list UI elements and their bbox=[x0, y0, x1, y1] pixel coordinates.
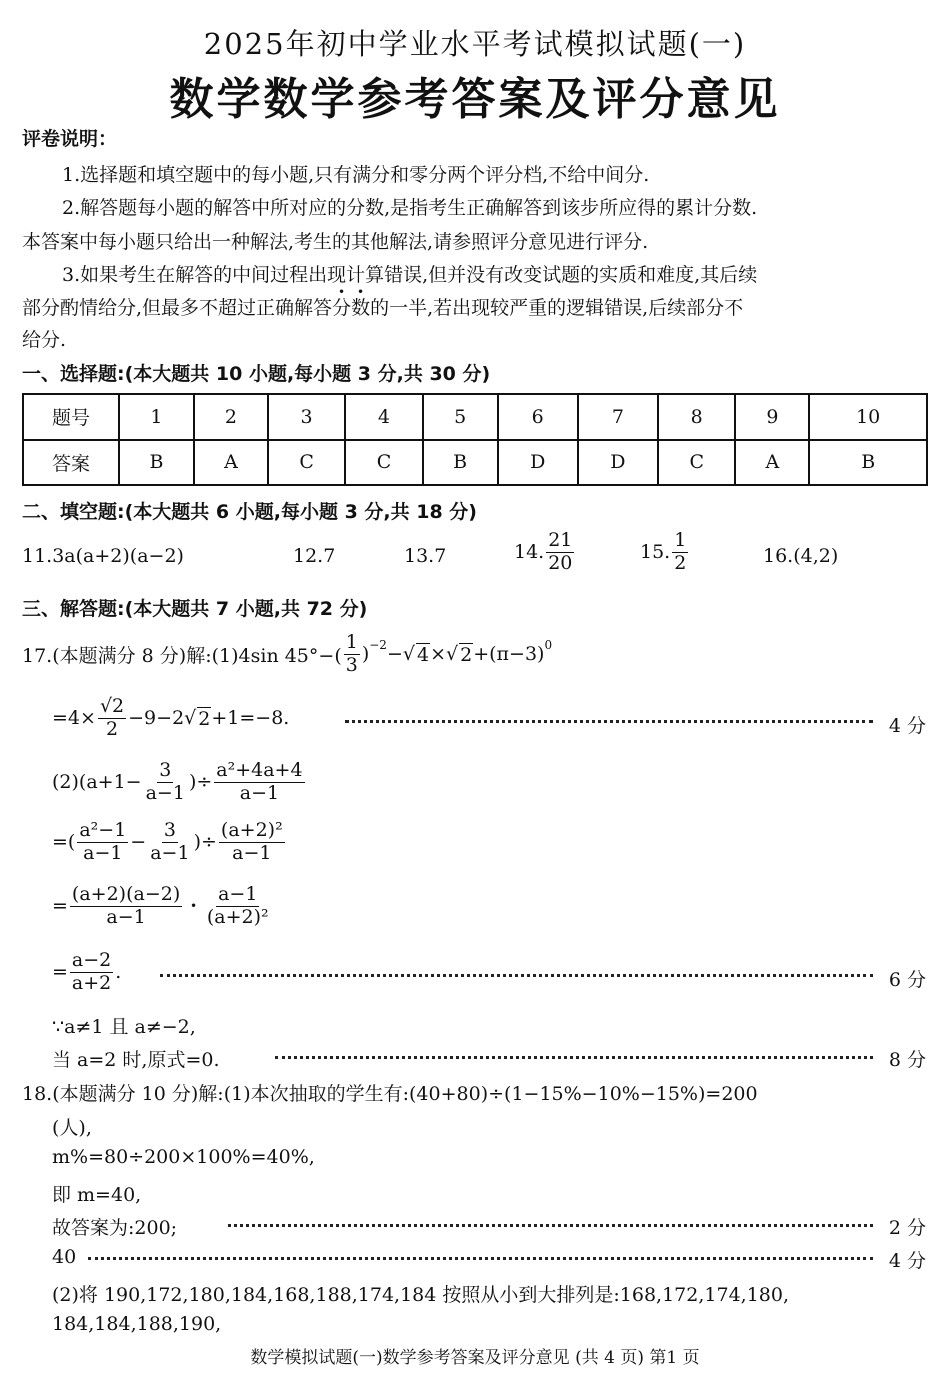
section-2-heading: 二、填空题:(本大题共 6 小题,每小题 3 分,共 18 分) bbox=[22, 501, 477, 523]
note-item-3-line2 bbox=[22, 293, 743, 320]
q18-line3: m%=80÷200×100%=40%, bbox=[52, 1146, 315, 1168]
numerator: 21 bbox=[548, 529, 573, 551]
note-item-2-line1: 2.解答题每小题的解答中所对应的分数,是指考生正确解答到该步所应得的累计分数. bbox=[62, 197, 758, 219]
denominator: 2 bbox=[674, 551, 687, 574]
question-number: 9 bbox=[735, 394, 809, 440]
math-text: )÷ bbox=[188, 771, 213, 794]
question-number: 5 bbox=[423, 394, 498, 440]
math-text: =( bbox=[52, 831, 76, 854]
radicand: 2 bbox=[460, 643, 473, 666]
answer-cell: B bbox=[423, 440, 498, 486]
denominator: 20 bbox=[548, 551, 573, 574]
numerator: (a+2)(a−2) bbox=[71, 883, 181, 905]
q17-part2 bbox=[52, 760, 307, 805]
exponent: 0 bbox=[544, 638, 553, 652]
answer-table bbox=[22, 393, 928, 486]
denominator: a−1 bbox=[232, 841, 272, 864]
question-number: 7 bbox=[578, 394, 658, 440]
score-label: 8 分 bbox=[888, 1049, 926, 1071]
q18-line4: 即 m=40, bbox=[52, 1184, 142, 1206]
score-leader bbox=[228, 1224, 873, 1227]
denominator: a−1 bbox=[106, 905, 146, 928]
score-label: 6 分 bbox=[888, 969, 926, 991]
score-leader bbox=[160, 974, 873, 977]
exponent: −2 bbox=[369, 638, 387, 652]
numerator: a−2 bbox=[71, 949, 112, 971]
score-leader bbox=[88, 1257, 873, 1260]
fraction bbox=[344, 632, 360, 677]
math-text: − bbox=[130, 831, 147, 854]
answer-cell: A bbox=[735, 440, 809, 486]
section-3-heading: 三、解答题:(本大题共 7 小题,共 72 分) bbox=[22, 598, 368, 620]
row-label: 题号 bbox=[23, 394, 119, 440]
math-text: ) bbox=[361, 643, 370, 666]
fraction bbox=[219, 820, 285, 865]
math-text: × bbox=[430, 643, 446, 666]
fraction bbox=[70, 950, 113, 995]
emphasis-char: 分 bbox=[332, 297, 352, 319]
q17-problem bbox=[22, 632, 552, 677]
answer-cell: D bbox=[578, 440, 658, 486]
math-text: · bbox=[190, 895, 197, 918]
math-text: =4× bbox=[52, 707, 96, 730]
math-text: +(π−3) bbox=[473, 643, 545, 666]
question-number: 10 bbox=[809, 394, 927, 440]
fill-answer-13: 13.7 bbox=[404, 545, 447, 567]
q18-line5: 故答案为:200; bbox=[52, 1217, 178, 1239]
q17-condition: ∵a≠1 且 a≠−2, bbox=[52, 1016, 196, 1038]
question-number: 6 bbox=[498, 394, 578, 440]
question-number: 1 bbox=[119, 394, 194, 440]
answer-cell: C bbox=[268, 440, 345, 486]
q17-step1 bbox=[52, 696, 289, 741]
numerator: 1 bbox=[674, 529, 687, 551]
fraction bbox=[214, 760, 304, 805]
note-item-2-line2: 本答案中每小题只给出一种解法,考生的其他解法,请参照评分意见进行评分. bbox=[22, 231, 649, 253]
radicand: 4 bbox=[416, 643, 430, 666]
fill-answer-11: 11.3a(a+2)(a−2) bbox=[22, 545, 184, 567]
note-item-3-line1: 3.如果考生在解答的中间过程出现计算错误,但并没有改变试题的实质和难度,其后续 bbox=[62, 264, 758, 286]
question-number: 4 bbox=[345, 394, 422, 440]
numerator: a²−1 bbox=[79, 819, 127, 841]
denominator: a+2 bbox=[71, 971, 112, 994]
section-1-heading: 一、选择题:(本大题共 10 小题,每小题 3 分,共 30 分) bbox=[22, 363, 491, 385]
row-label: 答案 bbox=[23, 440, 119, 486]
math-text: . bbox=[115, 961, 122, 984]
fraction bbox=[205, 884, 271, 929]
q17-step3 bbox=[52, 884, 273, 929]
numerator: 3 bbox=[163, 819, 176, 841]
numerator: a−1 bbox=[218, 883, 258, 905]
numerator: √2 bbox=[99, 695, 125, 717]
question-number: 3 bbox=[268, 394, 345, 440]
fill-answer-12: 12.7 bbox=[293, 545, 336, 567]
fraction bbox=[144, 760, 187, 805]
numerator: (a+2)² bbox=[220, 819, 283, 841]
score-label: 4 分 bbox=[888, 715, 926, 737]
fraction bbox=[148, 820, 191, 865]
fill-answer-16: 16.(4,2) bbox=[763, 545, 839, 567]
q17-step2 bbox=[52, 820, 287, 865]
sqrt-sign: √ bbox=[184, 707, 197, 730]
q17-lead: 17.(本题满分 8 分)解:(1)4sin 45°−( bbox=[22, 644, 342, 667]
answer-cell: C bbox=[658, 440, 735, 486]
q17-step4 bbox=[52, 950, 121, 995]
radicand: 2 bbox=[198, 707, 211, 730]
q18-line2: (人), bbox=[52, 1117, 92, 1139]
page-footer: 数学模拟试题(一)数学参考答案及评分意见 (共 4 页) 第1 页 bbox=[250, 1348, 700, 1368]
answer-prefix: 14. bbox=[514, 541, 545, 564]
math-text: )÷ bbox=[193, 831, 217, 854]
note-item-1: 1.选择题和填空题中的每小题,只有满分和零分两个评分档,不给中间分. bbox=[62, 164, 650, 186]
denominator: a−1 bbox=[145, 781, 185, 804]
fraction bbox=[70, 884, 182, 929]
fraction bbox=[546, 530, 574, 575]
q18-line1: 18.(本题满分 10 分)解:(1)本次抽取的学生有:(40+80)÷(1−15%−10%−15%)=200 bbox=[22, 1083, 758, 1105]
math-text: = bbox=[52, 961, 68, 984]
note-text: 的一半,若出现较严重的逻辑错误,后续部分不 bbox=[370, 297, 744, 319]
answer-cell: B bbox=[809, 440, 927, 486]
note-item-3-line3: 给分. bbox=[22, 329, 67, 351]
q17-evaluate: 当 a=2 时,原式=0. bbox=[52, 1049, 220, 1071]
score-label: 2 分 bbox=[888, 1217, 926, 1239]
denominator: a−1 bbox=[239, 781, 280, 804]
numerator: 3 bbox=[159, 759, 172, 781]
sqrt-sign: √ bbox=[402, 643, 415, 666]
fill-answer-15 bbox=[640, 530, 690, 575]
fraction bbox=[672, 530, 688, 575]
answer-cell: D bbox=[498, 440, 578, 486]
q18-line8: 184,184,188,190, bbox=[52, 1313, 222, 1335]
note-text: 部分酌情给分,但最多不超过正确解答 bbox=[22, 297, 333, 319]
fill-answer-14 bbox=[514, 530, 576, 575]
math-text: (2)(a+1− bbox=[52, 771, 142, 794]
q18-line6: 40 bbox=[52, 1246, 77, 1268]
denominator: a−1 bbox=[150, 841, 190, 864]
answer-cell: C bbox=[345, 440, 422, 486]
question-number: 8 bbox=[658, 394, 735, 440]
math-text: −9−2 bbox=[128, 707, 185, 730]
numerator: a²+4a+4 bbox=[216, 759, 303, 781]
denominator: a−1 bbox=[83, 841, 123, 864]
denominator: 3 bbox=[345, 653, 358, 676]
score-label: 4 分 bbox=[888, 1250, 926, 1272]
answer-prefix: 15. bbox=[640, 541, 671, 564]
numerator: 1 bbox=[345, 631, 358, 653]
score-leader bbox=[345, 720, 873, 723]
score-leader bbox=[275, 1056, 873, 1059]
answer-cell: A bbox=[194, 440, 268, 486]
exam-title: 2025年初中学业水平考试模拟试题(一) bbox=[203, 27, 747, 61]
fraction bbox=[98, 696, 126, 741]
math-text: − bbox=[386, 643, 403, 666]
table-row-answers bbox=[23, 440, 927, 486]
emphasis-char: 数 bbox=[351, 297, 371, 319]
document-title: 数学数学参考答案及评分意见 bbox=[169, 74, 781, 125]
denominator: 2 bbox=[105, 717, 119, 740]
question-number: 2 bbox=[194, 394, 268, 440]
q18-line7: (2)将 190,172,180,184,168,188,174,184 按照从小到大排列是:168,172,174,180, bbox=[52, 1284, 790, 1306]
answer-cell: B bbox=[119, 440, 194, 486]
sqrt-sign: √ bbox=[446, 643, 459, 666]
table-row-numbers bbox=[23, 394, 927, 440]
math-text: +1=−8. bbox=[211, 707, 290, 730]
math-text: = bbox=[52, 895, 68, 918]
notes-heading: 评卷说明： bbox=[22, 128, 118, 150]
fraction bbox=[77, 820, 128, 865]
denominator: (a+2)² bbox=[206, 905, 269, 928]
